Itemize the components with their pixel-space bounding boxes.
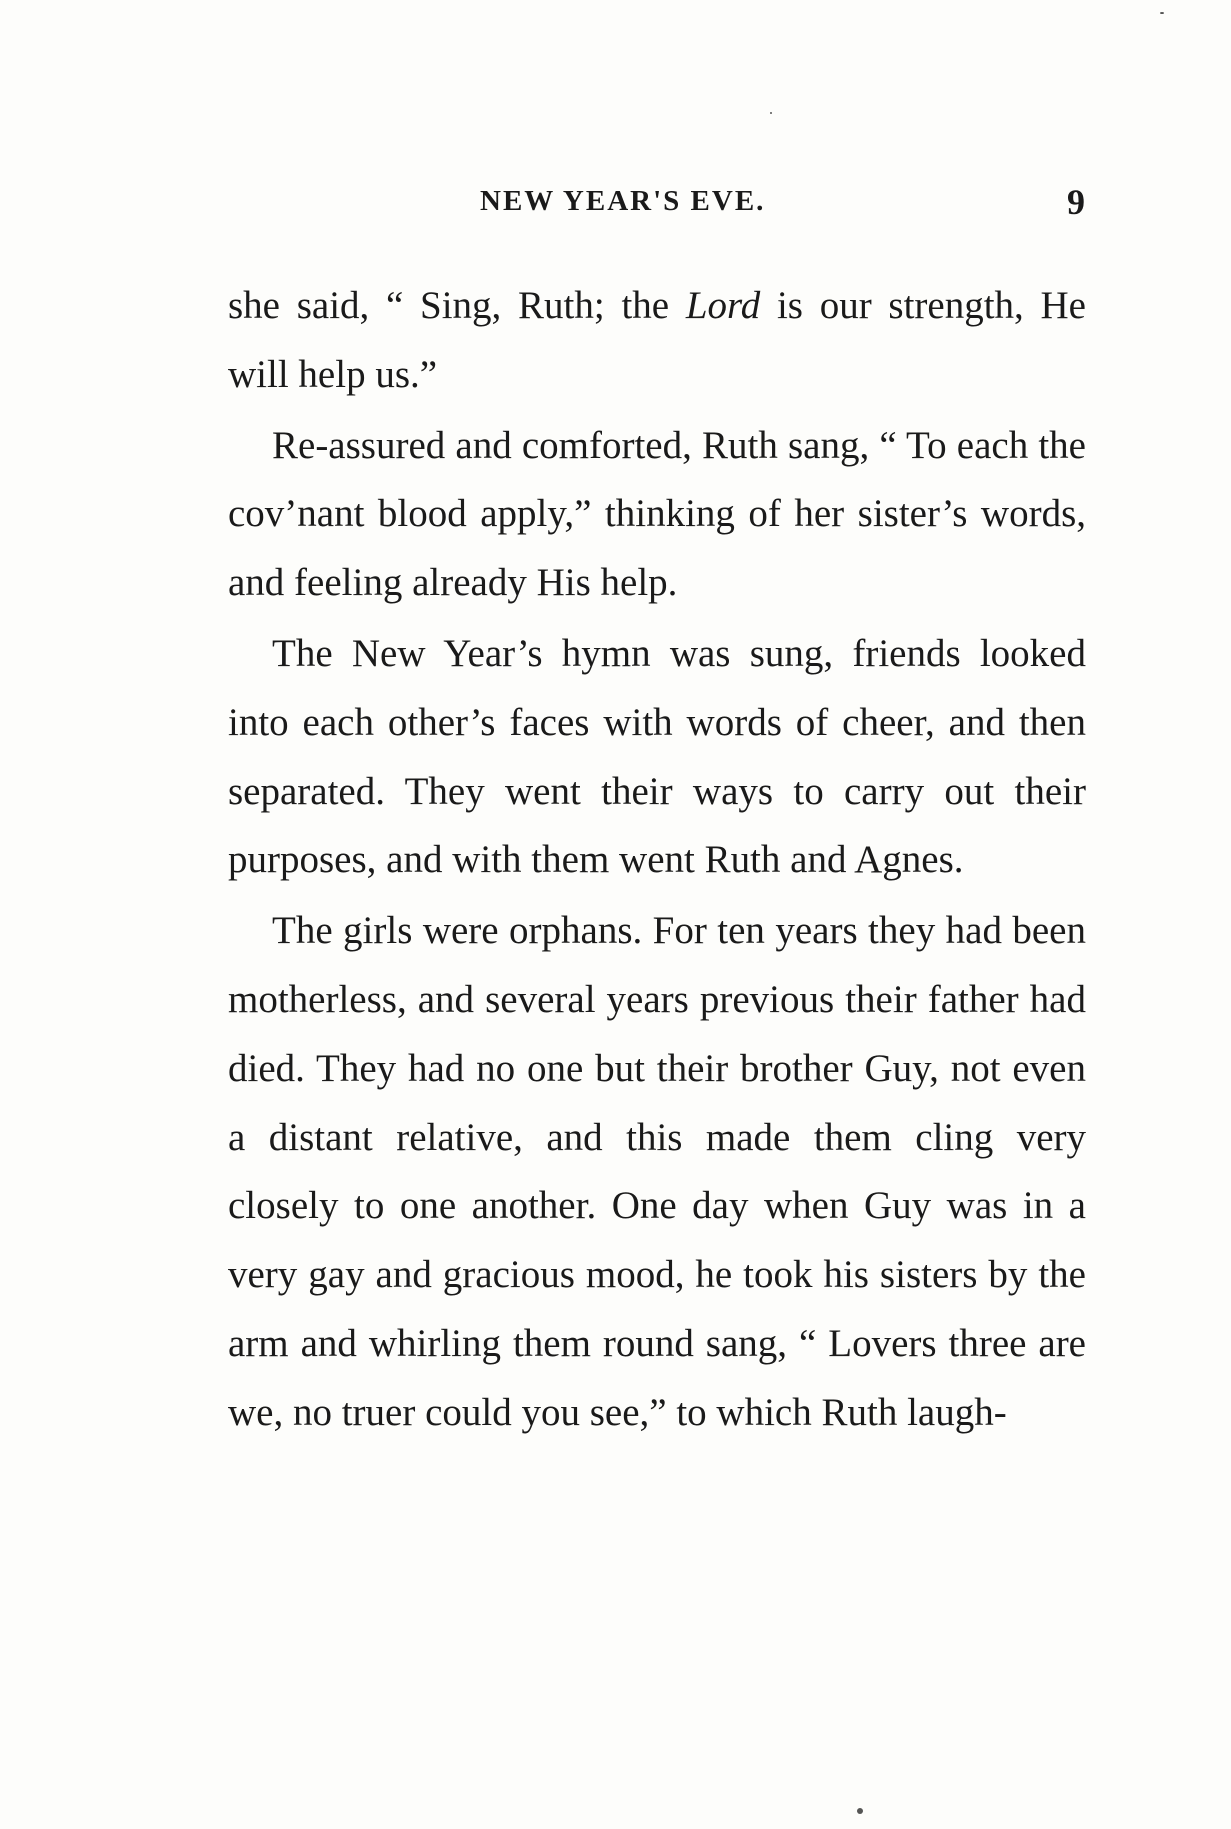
paper-speck [857,1808,863,1814]
running-title: NEW YEAR'S EVE. [480,185,766,217]
paragraph-1-text-a: she said, “ Sing, Ruth; the [228,284,686,327]
page-header [230,182,1085,235]
paper-speck [770,112,772,114]
paper-speck [1160,12,1164,14]
paragraph-2: Re-assured and comforted, Ruth sang, “ To each the cov’nant blood apply,” thinking of her sister’s words, and feeling already His help. [228,423,1086,605]
paragraph-3: The New Year’s hymn was sung, friends looked into each other’s faces with words of cheer, and then separated. They went their ways to carry out their purposes, and with them went Ruth and Agnes. [228,631,1086,882]
paragraph-1-text-c: is our strength, He will help us.” [228,284,1086,396]
body-text [228,272,1086,1450]
paragraph-4: The girls were orphans. For ten years they had been motherless, and several years previous their father had died. They had no one but their brother Guy, not even a distant relative, and this made them cling very closely to one another. One day when Guy was in a very gay and gracious mood, he took his sisters by the arm and whirling them round sang, “ Lovers three are we, no truer could you see,” to which Ruth laugh- [228,909,1086,1434]
emphasis-lord: Lord [685,284,761,327]
page-number: 9 [1067,182,1085,222]
paragraph-1 [228,272,1086,410]
